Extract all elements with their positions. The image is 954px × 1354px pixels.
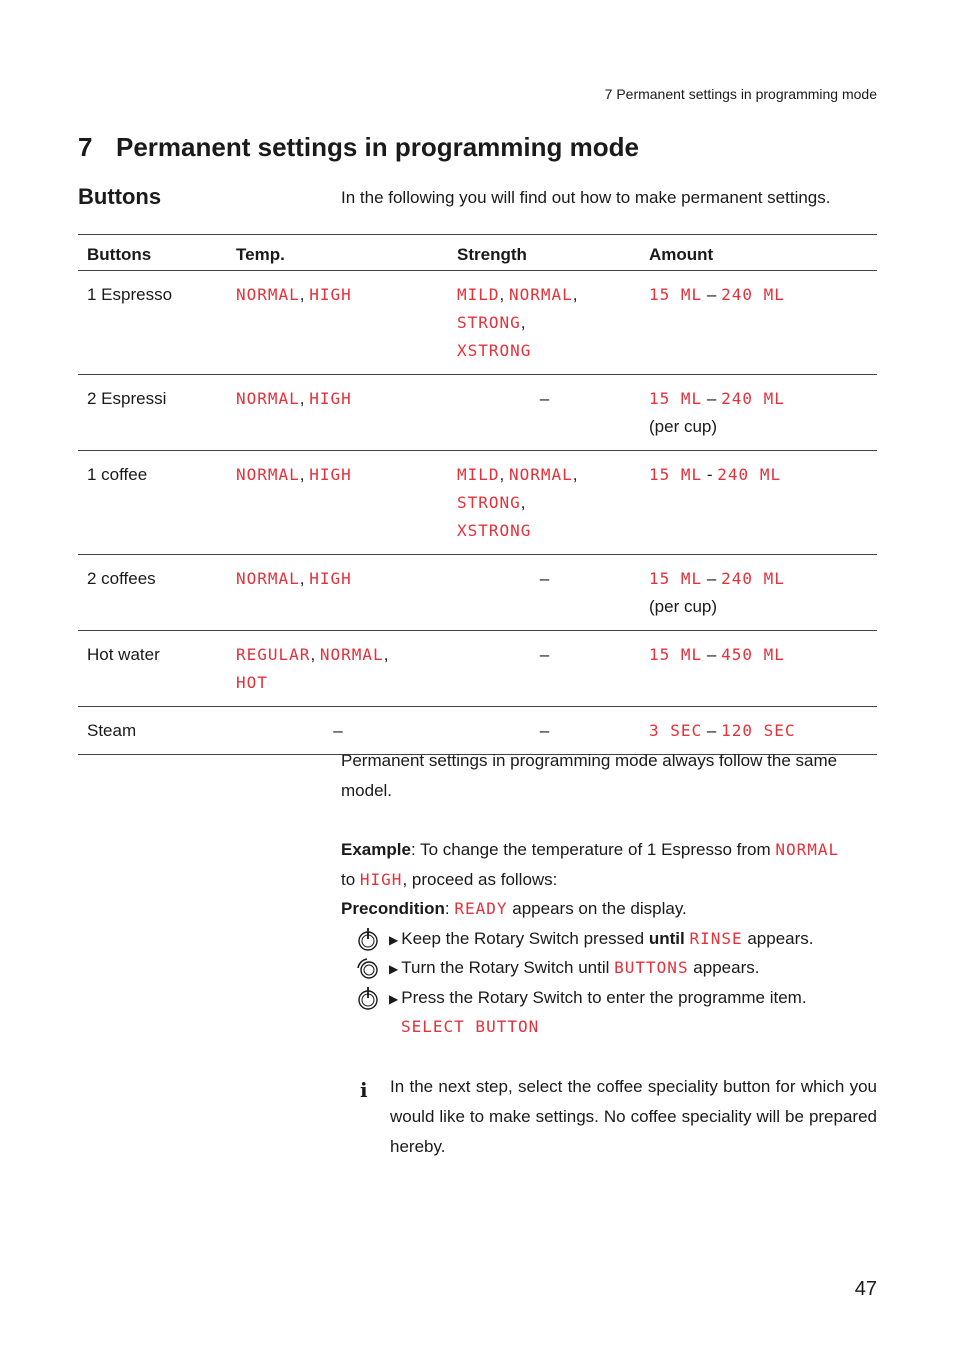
cell-amount: 15 ML – 450 ML xyxy=(640,631,877,707)
temp-value: HIGH xyxy=(309,465,352,484)
example-text: to xyxy=(341,870,360,889)
step-text: appears. xyxy=(688,958,760,977)
amount-max: 240 ML xyxy=(721,569,785,588)
strength-value: STRONG xyxy=(457,493,521,512)
amount-min: 15 ML xyxy=(649,645,703,664)
table-row xyxy=(78,631,877,707)
page-number: 47 xyxy=(854,1278,877,1300)
strength-value: MILD xyxy=(457,465,500,484)
step-text: appears. xyxy=(742,929,814,948)
turn-rotary-switch-icon xyxy=(355,956,381,982)
strength-value: NORMAL xyxy=(508,465,573,484)
step-bold: until xyxy=(648,929,685,948)
table-row xyxy=(78,271,877,375)
step-display: BUTTONS xyxy=(614,958,689,977)
temp-value: NORMAL xyxy=(236,569,300,588)
amount-max: 240 ML xyxy=(721,389,785,408)
strength-value: STRONG xyxy=(457,313,521,332)
amount-max: 120 SEC xyxy=(721,721,796,740)
cell-amount: 3 SEC – 120 SEC xyxy=(640,707,877,755)
bullet-arrow-icon: ▶ xyxy=(389,962,399,976)
temp-value: NORMAL xyxy=(319,645,384,664)
temp-value: NORMAL xyxy=(236,389,300,408)
example-label: Example xyxy=(341,840,411,859)
amount-max: 450 ML xyxy=(721,645,785,664)
precondition-label: Precondition xyxy=(341,899,445,918)
cell-strength: MILD, NORMAL, STRONG, XSTRONG xyxy=(448,451,640,555)
header-strength: Strength xyxy=(448,235,640,271)
cell-button: Steam xyxy=(78,707,227,755)
cell-button: Hot water xyxy=(78,631,227,707)
cell-button: 1 Espresso xyxy=(78,271,227,375)
temp-value: REGULAR xyxy=(236,645,311,664)
cell-amount: 15 ML – 240 ML (per cup) xyxy=(640,375,877,451)
chapter-title-text: Permanent settings in programming mode xyxy=(116,132,639,162)
cell-strength: – xyxy=(448,375,640,451)
header-buttons: Buttons xyxy=(78,235,227,271)
result-display-text: SELECT BUTTON xyxy=(401,1017,540,1036)
amount-min: 15 ML xyxy=(649,389,703,408)
result-display xyxy=(401,1012,931,1042)
step-text: Press the Rotary Switch to enter the programme item. xyxy=(401,988,807,1007)
strength-value: XSTRONG xyxy=(457,341,532,360)
precondition-colon: : xyxy=(444,899,455,918)
example-text: , proceed as follows: xyxy=(402,870,558,889)
running-head: 7 Permanent settings in programming mode xyxy=(604,86,877,102)
header-amount: Amount xyxy=(640,235,877,271)
intro-text: In the following you will find out how to make permanent settings. xyxy=(341,188,831,207)
step-text: Keep the Rotary Switch pressed xyxy=(401,929,649,948)
bullet-arrow-icon: ▶ xyxy=(389,992,399,1006)
example-text: : To change the temperature of 1 Espresso from xyxy=(410,840,776,859)
table-row xyxy=(78,375,877,451)
temp-value: HIGH xyxy=(309,389,352,408)
cell-temp: NORMAL, HIGH xyxy=(227,451,448,555)
press-rotary-switch-icon xyxy=(355,927,381,953)
cell-temp: NORMAL, HIGH xyxy=(227,271,448,375)
cell-strength: – xyxy=(448,555,640,631)
info-icon: i xyxy=(360,1078,368,1102)
precondition xyxy=(341,894,881,924)
cell-temp: NORMAL, HIGH xyxy=(227,375,448,451)
amount-min: 15 ML xyxy=(649,465,703,484)
press-rotary-switch-icon xyxy=(355,986,381,1012)
bullet-arrow-icon: ▶ xyxy=(389,933,399,947)
step-1 xyxy=(355,924,885,955)
cell-amount: 15 ML - 240 ML xyxy=(640,451,877,555)
temp-value: NORMAL xyxy=(236,285,300,304)
table-row xyxy=(78,555,877,631)
cell-button: 2 coffees xyxy=(78,555,227,631)
precondition-text: appears on the display. xyxy=(507,899,687,918)
table-row xyxy=(78,451,877,555)
header-temp: Temp. xyxy=(227,235,448,271)
cell-button: 1 coffee xyxy=(78,451,227,555)
amount-min: 3 SEC xyxy=(649,721,703,740)
step-text: Turn the Rotary Switch until xyxy=(401,958,615,977)
temp-value: NORMAL xyxy=(236,465,300,484)
amount-note: (per cup) xyxy=(649,417,718,436)
amount-note: (per cup) xyxy=(649,597,718,616)
strength-value: NORMAL xyxy=(508,285,573,304)
amount-max: 240 ML xyxy=(717,465,782,484)
example-from-value: NORMAL xyxy=(775,840,840,859)
temp-value: HIGH xyxy=(309,285,352,304)
temp-value: HOT xyxy=(236,673,268,692)
cell-temp: – xyxy=(227,707,448,755)
cell-button: 2 Espressi xyxy=(78,375,227,451)
example-paragraph xyxy=(341,835,881,895)
cell-amount: 15 ML – 240 ML xyxy=(640,271,877,375)
settings-table xyxy=(78,234,877,755)
cell-strength: – xyxy=(448,631,640,707)
example-to-value: HIGH xyxy=(359,870,403,889)
info-text: In the next step, select the coffee speciality button for which you would like to make settings. No coffee speciality will be prepared hereby. xyxy=(390,1077,877,1156)
amount-max: 240 ML xyxy=(721,285,785,304)
cell-temp: NORMAL, HIGH xyxy=(227,555,448,631)
cell-amount: 15 ML – 240 ML (per cup) xyxy=(640,555,877,631)
strength-value: MILD xyxy=(457,285,500,304)
cell-strength: MILD, NORMAL, STRONG, XSTRONG xyxy=(448,271,640,375)
strength-value: XSTRONG xyxy=(457,521,532,540)
temp-value: HIGH xyxy=(309,569,352,588)
step-2 xyxy=(355,953,885,984)
model-text: Permanent settings in programming mode always follow the same model. xyxy=(341,751,838,800)
chapter-number: 7 xyxy=(78,132,93,162)
cell-strength: – xyxy=(448,707,640,755)
step-display: RINSE xyxy=(689,929,743,948)
step-3 xyxy=(355,983,885,1014)
amount-min: 15 ML xyxy=(649,285,703,304)
table-header-row xyxy=(78,235,877,271)
chapter-title xyxy=(78,132,639,163)
cell-temp: REGULAR, NORMAL, HOT xyxy=(227,631,448,707)
section-title: Buttons xyxy=(78,184,162,209)
precondition-value: READY xyxy=(454,899,508,918)
amount-min: 15 ML xyxy=(649,569,703,588)
